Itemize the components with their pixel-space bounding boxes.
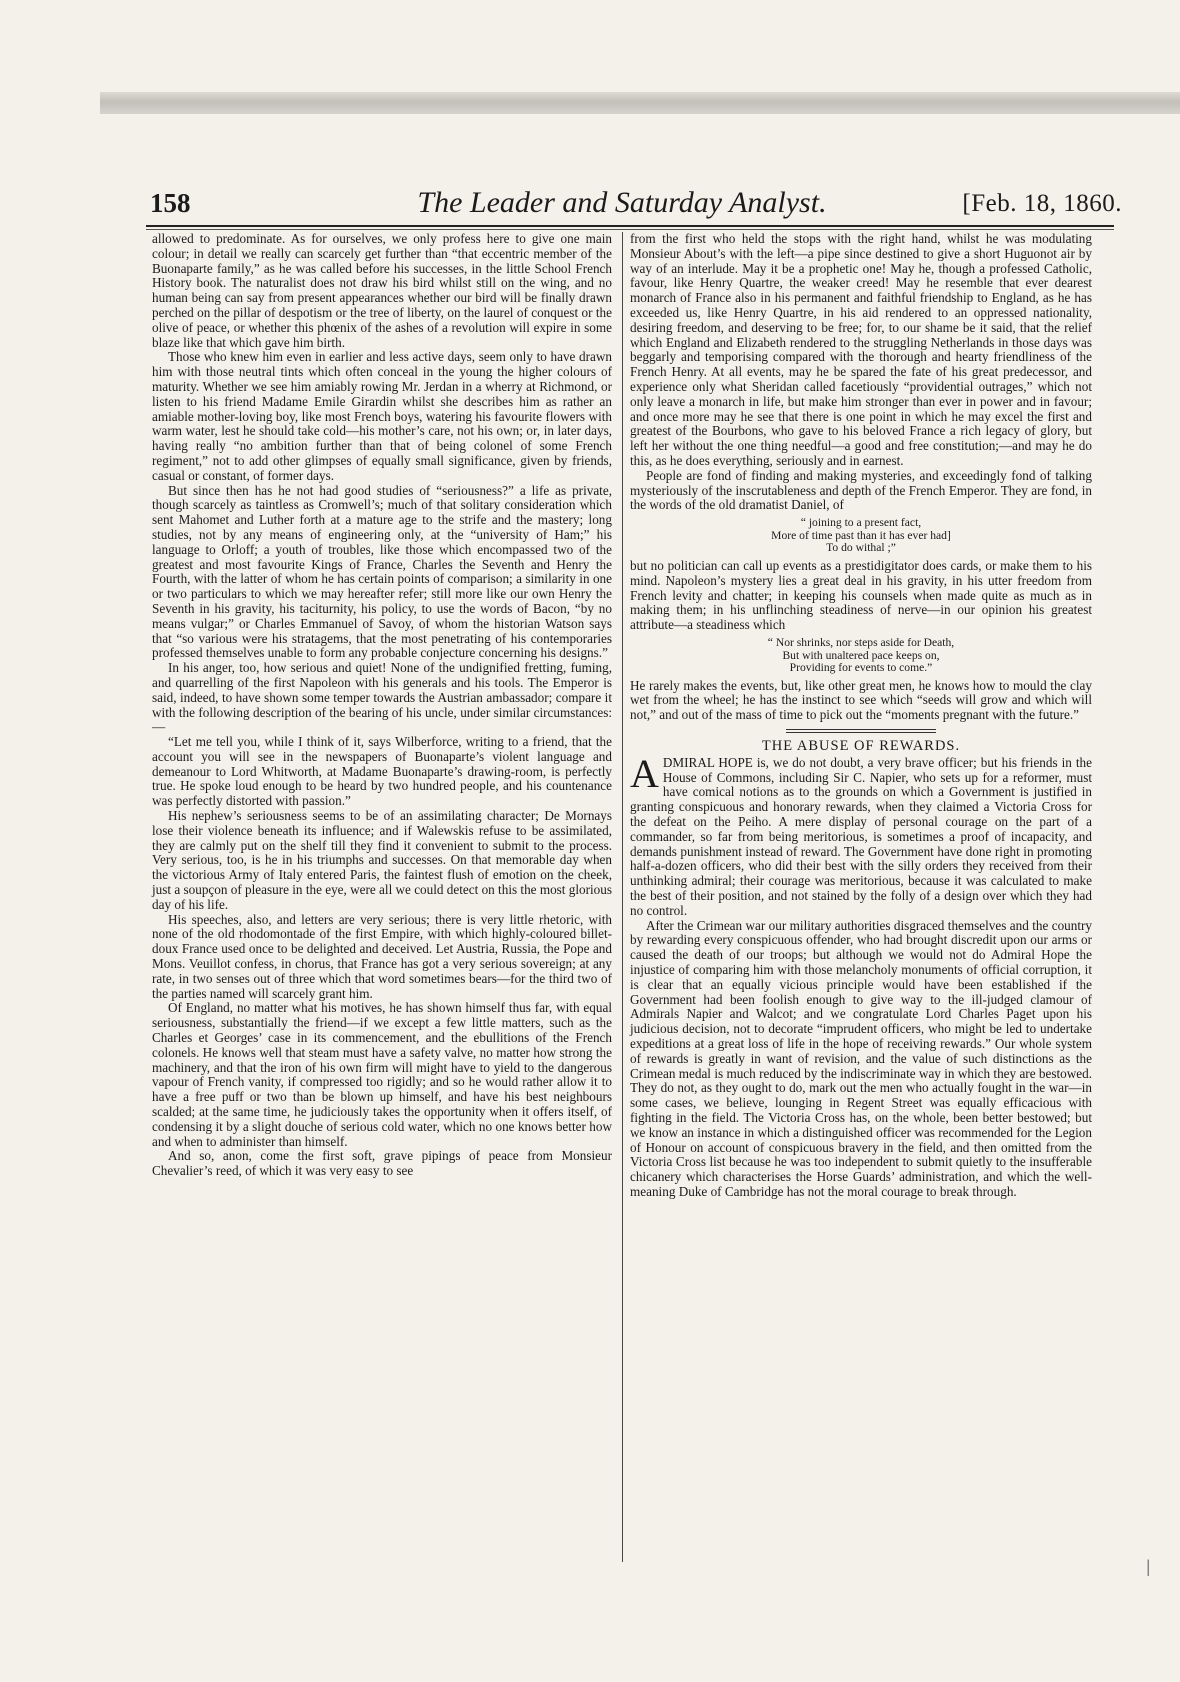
quoted-paragraph: “Let me tell you, while I think of it, says Wilberforce, writing to a friend, that the account you will see in the newspapers of Buonaparte’s violent language and demeanour to Lord Whitworth, at Madame Buonaparte’s drawing-room, is perfectly true. He spoke loud enough to be heard by two hundred people, and his countenance was perfectly distorted with passion.” xyxy=(152,734,612,809)
paragraph: allowed to predominate. As for ourselves, we only profess here to give one main colour; in detail we really can scarcely get further than “that eccentric member of the Buonaparte family,” as he was called before his successes, in the little School French History book. The naturalist does not draw his bird whilst still on the wing, and no human being can say from present appearances whether our bird will be finally drawn perched on the pillar of despotism or the tree of liberty, on the laurel of conquest or the olive of peace, or whether this phœnix of the ashes of a revolution will expire in some blaze like that which gave him birth. xyxy=(152,231,612,350)
paragraph: from the first who held the stops with the right hand, whilst he was modulating Monsieur About’s with the left—a pipe since destined to give a short Huguonot air by way of an interlude. May it be a prophetic one! May he, though a professed Catholic, favour, like Henry Quartre, the weaker creed! May he resemble that ever dearest monarch of France also in his permanent and faithful friendship to England, as he has exceeded us, like Henry Quartre, in his aid rendered to an oppressed nationality, desiring freedom, and deserving to be free; for, to our shame be it said, that the relief which England and Elizabeth rendered to the struggling Netherlands in those days was beggarly and temporising compared with the thorough and hearty friendliness of the French Henry. At all events, may he be spared the fate of his great predecessor, and experience only what Sheridan called facetiously “providential outrages,” which not only leave a monarch in life, but make him stronger than ever in power and in favour; and once more may he see that there is one point in which he may excel the first and greatest of the Bourbons, who gave to his beloved France a rich legacy of glory, but left her without the one thing needful—a good and free constitution;—and may he do this, as he does everything, seriously and in earnest. xyxy=(630,231,1092,468)
paragraph: And so, anon, come the first soft, grave pipings of peace from Monsieur Chevalier’s reed, of which it was very easy to see xyxy=(152,1148,612,1179)
verse-line: But with unaltered pace keeps on, xyxy=(782,648,940,662)
verse-line: “ Nor shrinks, nor steps aside for Death, xyxy=(767,635,955,649)
paragraph: But since then has he not had good studies of “seriousness?” a life as private, though scarcely as taintless as Cromwell’s; much of that solitary consideration which sent Mahomet and Luther forth at a mature age to the strife and the mastery; long studies, not by any means of engineering only, at the “university of Ham;” his language to Orloff; a youth of troubles, like those which encompassed two of the greatest and most favourite Kings of France, Charles the Seventh and Henry the Fourth, with the latter of whom he has certain points of comparison; a similarity in one or two particulars to which we may hereafter refer; still more like our own Henry the Seventh in his gravity, his taciturnity, his policy, to use the words of Bacon, “by no means vulgar;” or Charles Emmanuel of Savoy, of whom the historian Watson says that “so various were his stratagems, that the most penetrating of his contemporaries professed themselves unable to form any probable conjecture concerning his designs.” xyxy=(152,482,612,661)
verse-line: More of time past than it has ever had] xyxy=(771,528,951,542)
verse-line: “ joining to a present fact, xyxy=(800,516,922,530)
header-rule xyxy=(146,225,1114,227)
issue-date: [Feb. 18, 1860. xyxy=(962,190,1122,217)
margin-mark: | xyxy=(1146,1556,1150,1576)
column-divider xyxy=(622,232,623,1562)
paragraph: His nephew’s seriousness seems to be of an assimilating character; De Mornays lose their violence beneath its influence; and if Walewskis refuse to be assimilated, they are calmly put on the shelf till they find it convenient to submit to the process. Very serious, too, is he in his triumphs and successes. On that memorable day when the victorious Army of Italy entered Paris, the faintest flush of emotion on the cheek, just a soupçon of pleasure in the eye, were all we could detect on this the most glorious day of his life. xyxy=(152,808,612,912)
left-column xyxy=(152,232,612,1179)
paragraph: In his anger, too, how serious and quiet! None of the undignified fretting, fuming, and quarrelling of the first Napoleon with his generals and his tools. The Emperor is said, indeed, to have shown some temper towards the Austrian ambassador; compare it with the following description of the bearing of his uncle, under similar circumstances:— xyxy=(152,660,612,735)
paragraph: Of England, no matter what his motives, he has shown himself thus far, with equal seriousness, substantially the friend—if we except a few little matters, such as the Charles et Georges’ case in its commencement, and the ebullitions of the French colonels. He knows well that steam must have a safety valve, no matter how strong the machinery, and that the iron of his own firm will might have to yield to the dangerous vapour of French vanity, if compressed too rigidly; and so he would rather allow it to have a free puff or two than be blown up himself, and have his best neighbours scalded; at the same time, he judiciously takes the opportunity when it offers itself, of condensing it by a slight douche of serious cold water, which no one knows better how and when to administer than himself. xyxy=(152,1000,612,1149)
right-column xyxy=(630,232,1092,1200)
verse-quote xyxy=(630,637,1092,675)
page-header xyxy=(122,186,1122,224)
verse-line: Providing for events to come.” xyxy=(789,661,933,675)
journal-title: The Leader and Saturday Analyst. xyxy=(417,186,827,219)
page-number: 158 xyxy=(150,188,191,218)
section-separator xyxy=(786,729,936,733)
paragraph: He rarely makes the events, but, like other great men, he knows how to mould the clay wet from the wheel; he has the instinct to see which “seeds will grow and which will not,” and out of the mass of time to pick out the “moments pregnant with the future.” xyxy=(630,677,1092,723)
paragraph: After the Crimean war our military authorities disgraced themselves and the country by rewarding every conspicuous offender, who had brought discredit upon our arms or caused the death of our troops; but although we would not do Admiral Hope the injustice of comparing him with those melancholy monuments of official corruption, it is clear that an equally vicious principle would have been established if the Government had been foolish enough to give way to the ill-judged clamour of Admirals Napier and Walcot; and we congratulate Lord Charles Paget upon his judicious decision, not to decorate “imprudent officers, who might be led to undertake expeditions at a great loss of life in the hope of receiving rewards.” Our whole system of rewards is greatly in want of revision, and the value of such distinctions as the Crimean medal is much reduced by the indiscriminate way in which they are bestowed. They do not, as they ought to do, mark out the men who actually fought in the war—in some cases, we believe, lounging in Regent Street was equally efficacious with fighting in the field. The Victoria Cross has, on the whole, been better bestowed; but we know an instance in which a distinguished officer was recommended for the Legion of Honour on account of conspicuous bravery in the field, and then omitted from the Victoria Cross list because he was too independent to submit quietly to the insufferable chicanery which characterises the Horse Guards’ administration, and which the well-meaning Duke of Cambridge has not the moral courage to break through. xyxy=(630,917,1092,1199)
paragraph: but no politician can call up events as a prestidigitator does cards, or make them to his mind. Napoleon’s mystery lies a great deal in his gravity, in his utter freedom from French levity and chatter; in keeping his counsels when made quite as much as in making them; in his unflinching steadiness of nerve—in our opinion his greatest attribute—a steadiness which xyxy=(630,557,1092,633)
article-opening-text: DMIRAL HOPE is, we do not doubt, a very brave officer; but his friends in the House of Commons, including Sir C. Napier, who sets up for a reformer, must have comical notions as to the grounds on which a Government is justified in granting conspicuous and honorary rewards, when they claimed a Victoria Cross for the defeat on the Peiho. A mere display of personal courage on the part of a commander, so far from being meritorious, is sometimes a proof of incapacity, and demands punishment instead of reward. The Government have done right in promoting half-a-dozen officers, who did their best with the silly orders they received from their unthinking admiral; their courage was meritorious, because it was calculated to make the best of their position, and not stained by the folly of a design over which they had no control. xyxy=(630,754,1092,918)
section-title: THE ABUSE OF REWARDS. xyxy=(761,738,961,755)
page-top-shading xyxy=(100,92,1180,114)
verse-line: To do withal ;” xyxy=(826,541,896,555)
article-opening xyxy=(630,750,1092,919)
drop-cap: A xyxy=(630,750,659,796)
paragraph: People are fond of finding and making mysteries, and exceedingly fond of talking mysteriously of the inscrutableness and depth of the French Emperor. They are fond, in the words of the old dramatist Daniel, of xyxy=(630,467,1092,513)
paragraph: His speeches, also, and letters are very serious; there is very little rhetoric, with none of the old rhodomontade of the first Empire, with which highly-coloured billet-doux France used once to be delighted and deceived. Let Austria, Russia, the Pope and Mons. Veuillot confess, in chorus, that France has got a very serious sovereign; at any rate, in two senses out of three which that word sometimes bears—for the third two of the parties named will scarcely grant him. xyxy=(152,911,612,1001)
paragraph: Those who knew him even in earlier and less active days, seem only to have drawn him with those neutral tints which often conceal in the young the higher colours of maturity. Whether we see him amiably rowing Mr. Jerdan in a wherry at Richmond, or listen to his friend Madame Emile Girardin whilst she describes him as rather an amiable mother-loving boy, like most French boys, watering his favourite flowers with warm water, lest he should take cold—his mother’s care, not his own; or, in later days, having really “no ambition further than that of being colonel of some French regiment,” not to add other glimpses of equally small significance, given by friends, casual or constant, of former days. xyxy=(152,349,612,483)
header-rule-thin xyxy=(146,229,1114,230)
verse-quote xyxy=(630,517,1092,555)
